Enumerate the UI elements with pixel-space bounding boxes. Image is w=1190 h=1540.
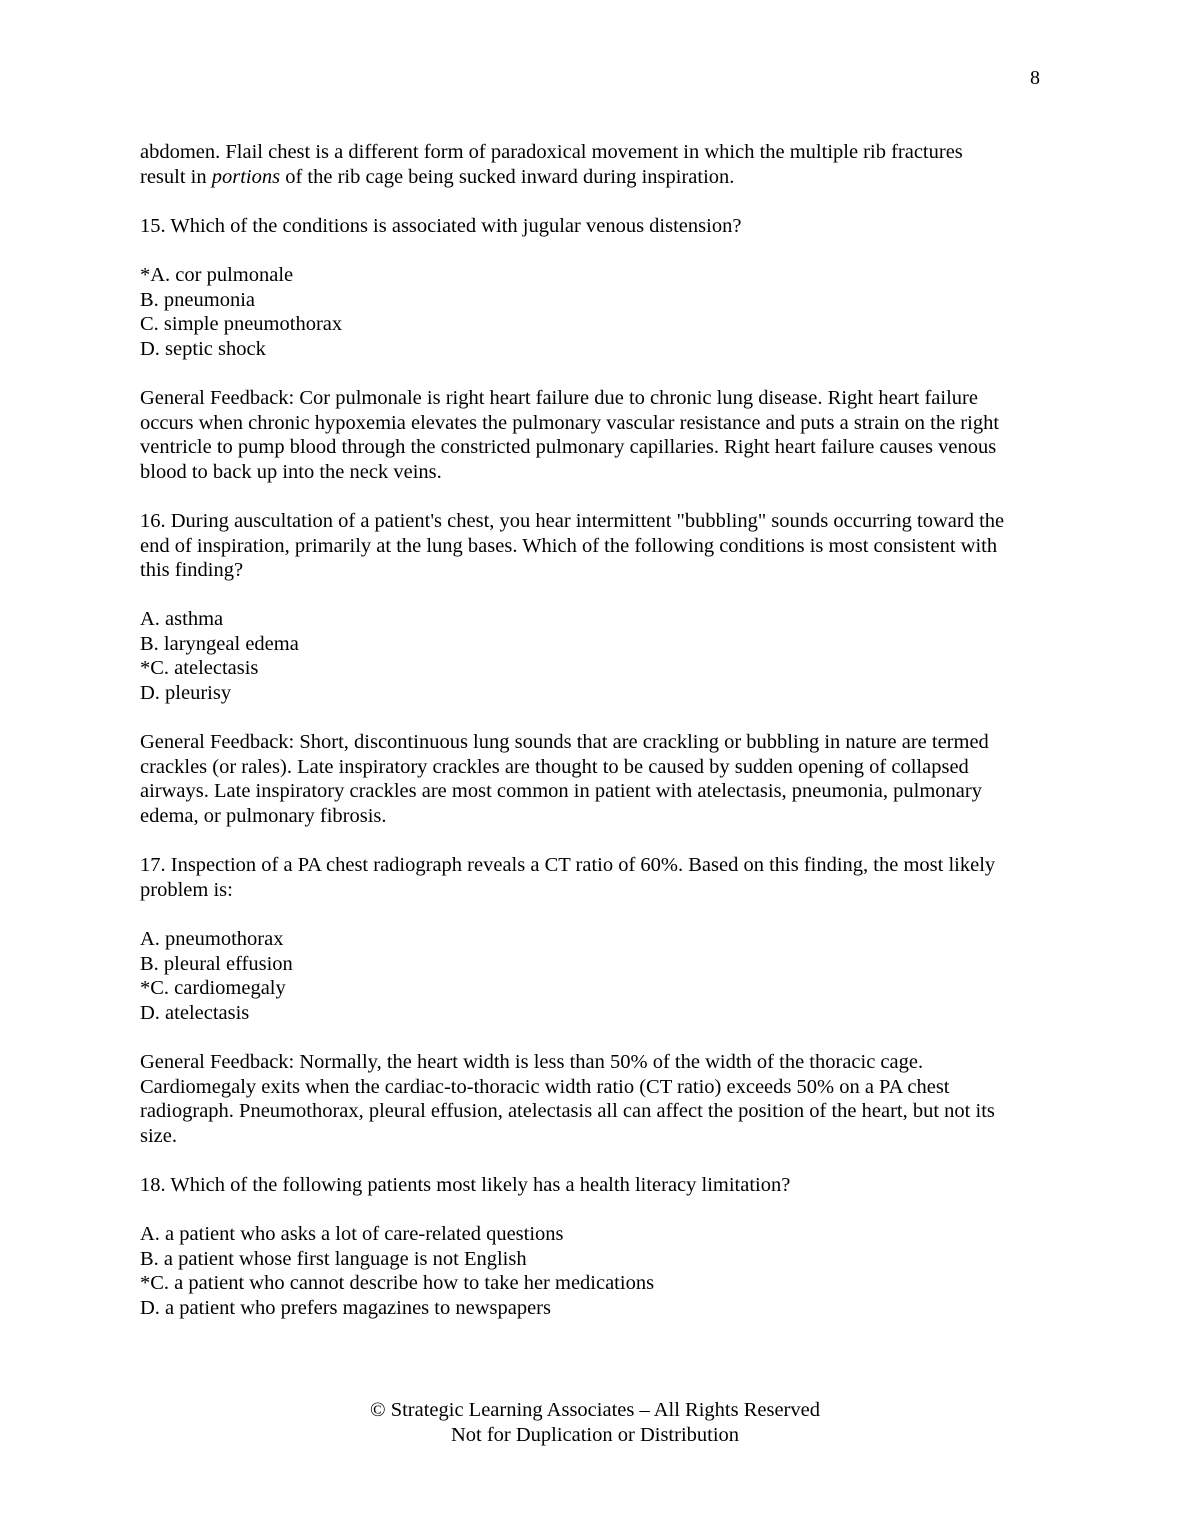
answer-option: A. pneumothorax [140,928,284,950]
continuation-line-1: abdomen. Flail chest is a different form of paradoxical movement in which the multiple rib fractures [140,141,963,163]
continuation-line-2-end: of the rib cage being sucked inward during inspiration. [280,165,735,188]
question-stem: 18. Which of the following patients most likely has a health literacy limitation? [140,1173,791,1196]
copyright-line: © Strategic Learning Associates – All Rights Reserved [370,1399,820,1421]
general-feedback: General Feedback: Cor pulmonale is right heart failure due to chronic lung disease. Right heart failure occurs when chronic hypoxemia elevates the pulmonary vascular resistance and puts a strain on the right ventricle to pump blood through the constricted pulmonary capillaries. Right heart failure causes venous blood to back up into the neck veins. [140,386,1000,483]
answer-option: B. a patient whose first language is not English [140,1247,527,1270]
page-footer [0,1398,1190,1447]
answer-options [140,1222,1050,1320]
answer-option: A. a patient who asks a lot of care-related questions [140,1223,564,1246]
continuation-line-2-start: result in [140,165,212,188]
answer-option: *C. atelectasis [140,657,259,680]
answer-option: B. pleural effusion [140,952,293,975]
page-number: 8 [1030,68,1040,84]
answer-option: B. pneumonia [140,288,256,311]
general-feedback: General Feedback: Short, discontinuous lung sounds that are crackling or bubbling in nature are termed crackles (or rales). Late inspiratory crackles are thought to be caused by sudden opening of collapsed airways. Late inspiratory crackles are most common in patient with atelectasis, pneumonia, pulmonary edema, or pulmonary fibrosis. [140,731,989,828]
distribution-notice: Not for Duplication or Distribution [450,1423,740,1446]
question-stem: 17. Inspection of a PA chest radiograph reveals a CT ratio of 60%. Based on this finding, the most likely problem is: [140,854,996,901]
continuation-paragraph [140,140,1050,189]
document-body [140,140,1050,1345]
answer-option: D. atelectasis [140,1001,250,1024]
answer-option: D. a patient who prefers magazines to newspapers [140,1296,551,1319]
answer-option: B. laryngeal edema [140,632,299,655]
question-stem: 15. Which of the conditions is associated with jugular venous distension? [140,214,742,237]
answer-option: *A. cor pulmonale [140,263,294,286]
question-stem: 16. During auscultation of a patient's chest, you hear intermittent "bubbling" sounds occurring toward the end of inspiration, primarily at the lung bases. Which of the following conditions is most consistent with this finding? [140,509,1005,582]
answer-options [140,263,1050,361]
continuation-emphasis: portions [211,165,281,188]
answer-options [140,607,1050,705]
answer-option: D. septic shock [140,337,266,360]
general-feedback: General Feedback: Normally, the heart width is less than 50% of the width of the thoracic cage. Cardiomegaly exits when the cardiac-to-thoracic width ratio (CT ratio) exceeds 50% on a PA chest radiograph. Pneumothorax, pleural effusion, atelectasis all can affect the position of the heart, but not its size. [140,1050,995,1147]
answer-option: A. asthma [140,608,224,631]
answer-option: C. simple pneumothorax [140,313,343,336]
answer-option: *C. a patient who cannot describe how to take her medications [140,1272,655,1295]
answer-options [140,927,1050,1025]
answer-option: D. pleurisy [140,682,232,705]
answer-option: *C. cardiomegaly [140,977,286,1000]
